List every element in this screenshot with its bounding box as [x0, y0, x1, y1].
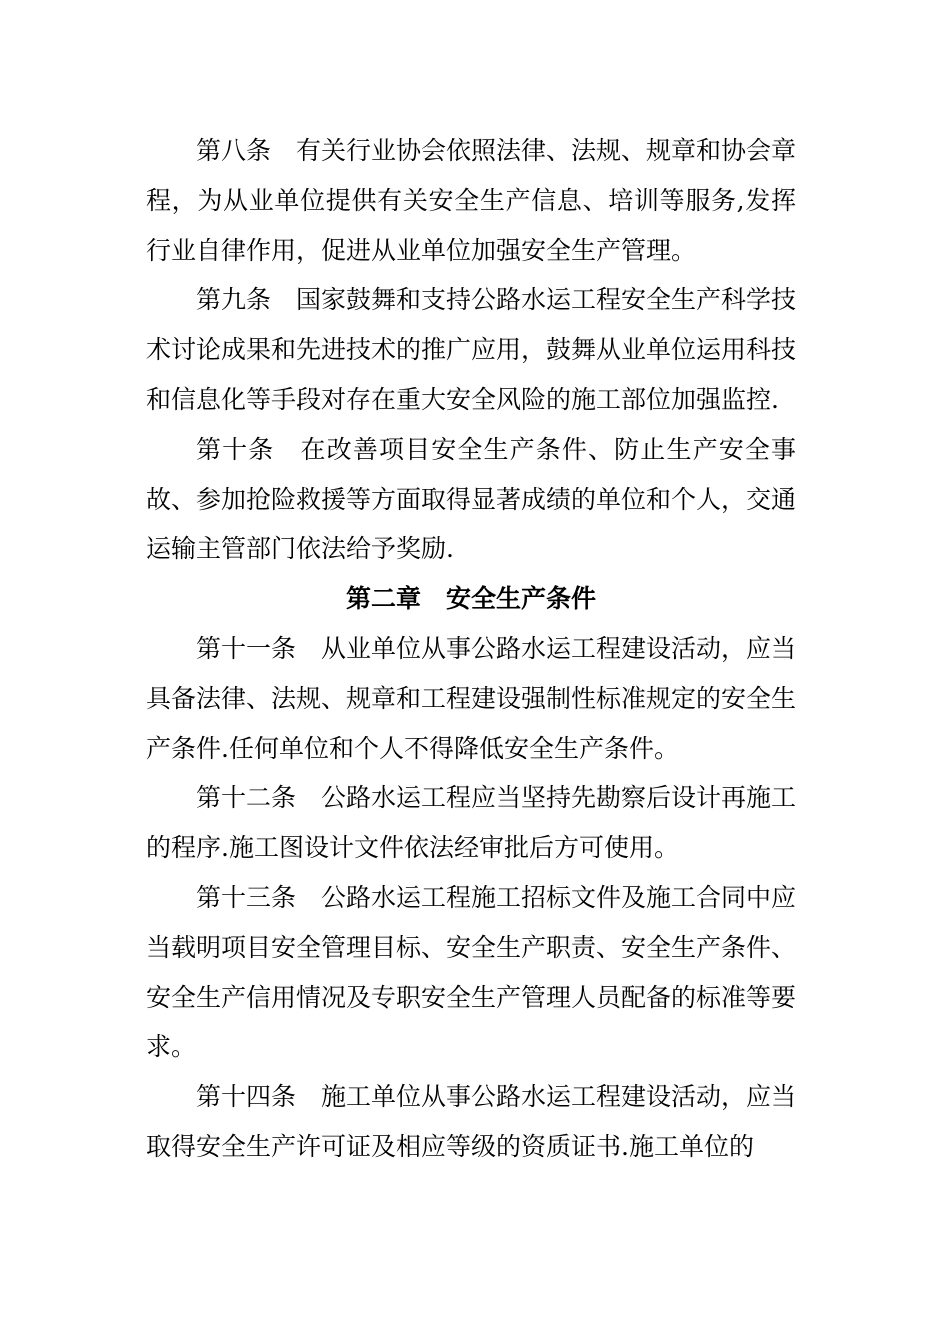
document-body	[146, 126, 796, 1172]
chapter-2-heading: 第二章 安全生产条件	[345, 584, 596, 614]
article-14: 第十四条 施工单位从事公路水运工程建设活动，应当取得安全生产许可证及相应等级的资质证书.施工单位的	[146, 1082, 797, 1161]
article-9: 第九条 国家鼓舞和支持公路水运工程安全生产科学技术讨论成果和先进技术的推广应用，鼓舞从业单位运用科技和信息化等手段对存在重大安全风险的施工部位加强监控.	[146, 285, 797, 414]
article-10: 第十条 在改善项目安全生产条件、防止生产安全事故、参加抢险救援等方面取得显著成绩的单位和个人，交通运输主管部门依法给予奖励.	[146, 434, 797, 564]
article-12: 第十二条 公路水运工程应当坚持先勘察后设计再施工的程序.施工图设计文件依法经审批后方可使用。	[146, 783, 797, 863]
article-11: 第十一条 从业单位从事公路水运工程建设活动，应当具备法律、法规、规章和工程建设强制性标准规定的安全生产条件.任何单位和个人不得降低安全生产条件。	[146, 633, 797, 763]
article-8: 第八条 有关行业协会依照法律、法规、规章和协会章程，为从业单位提供有关安全生产信息、培训等服务,发挥行业自律作用，促进从业单位加强安全生产管理。	[146, 136, 797, 265]
article-13: 第十三条 公路水运工程施工招标文件及施工合同中应当载明项目安全管理目标、安全生产职责、安全生产条件、安全生产信用情况及专职安全生产管理人员配备的标准等要求。	[146, 882, 797, 1062]
